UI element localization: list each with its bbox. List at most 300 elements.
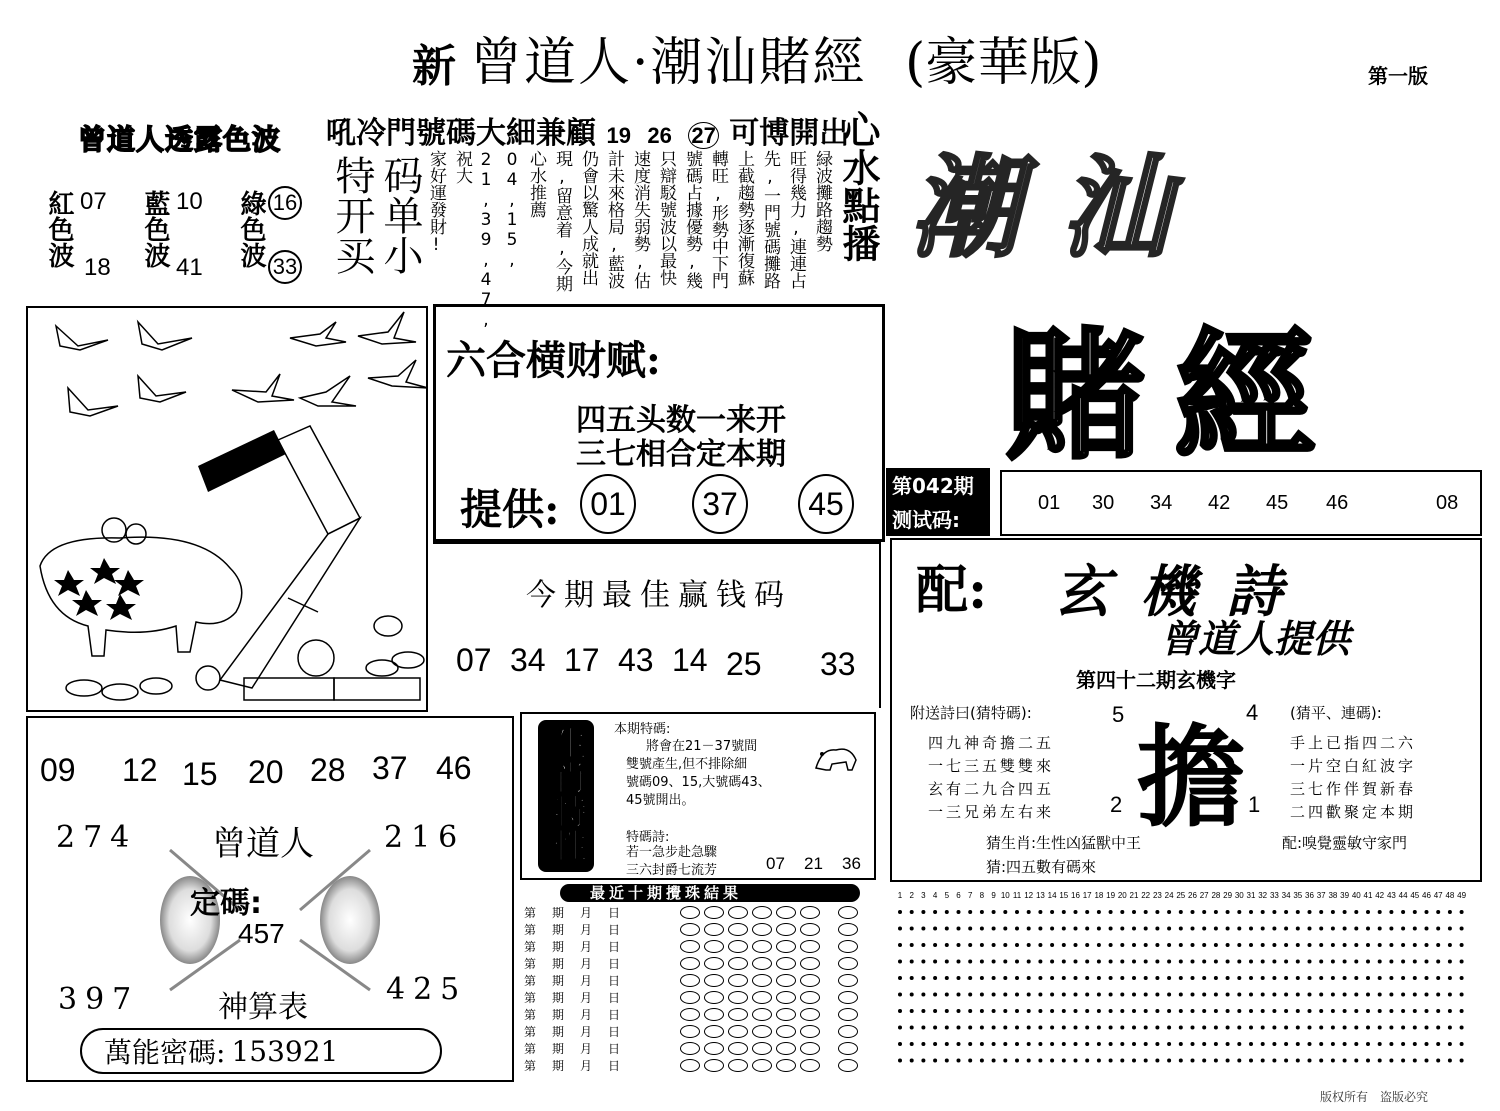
grid-dot (1343, 927, 1347, 931)
grid-dot (1389, 1009, 1393, 1013)
grid-dot (1144, 1009, 1148, 1013)
grid-dot (898, 993, 902, 997)
body-col: 21,39,47,祝大 (452, 150, 496, 330)
grid-column-number: 36 (1305, 891, 1314, 900)
grid-dot (910, 976, 914, 980)
grid-dot (1366, 976, 1370, 980)
grid-dot (1425, 943, 1429, 947)
grid-dot (933, 1009, 937, 1013)
grid-column-number: 34 (1281, 891, 1291, 900)
result-ball-slot (704, 940, 724, 953)
grid-dot (1167, 1059, 1171, 1063)
grid-dot (957, 910, 961, 914)
grid-dot (992, 927, 996, 931)
lucky-top-num: 09 (40, 752, 76, 788)
grid-column-number: 20 (1117, 891, 1127, 900)
grid-dot (1074, 993, 1078, 997)
grid-dot (1191, 993, 1195, 997)
liuhe-num-3: 45 (798, 474, 854, 534)
grid-dot (1226, 1042, 1230, 1046)
grid-dot (1448, 910, 1452, 914)
grid-dot (1448, 960, 1452, 964)
result-ball-slot (752, 923, 772, 936)
number-grid-svg (894, 886, 1484, 1076)
grid-dot (1308, 1026, 1312, 1030)
grid-dot (1097, 1042, 1101, 1046)
grid-dot (1109, 976, 1113, 980)
grid-dot (968, 1059, 972, 1063)
grid-column-number: 10 (1000, 891, 1010, 900)
grid-dot (1015, 993, 1019, 997)
grid-dot (1460, 1042, 1464, 1046)
best-win-title: 今期最佳赢钱码 (526, 578, 792, 613)
result-ball-slot (752, 991, 772, 1004)
test-code-num: 08 (1436, 492, 1459, 514)
grid-column-number: 1 (897, 891, 903, 900)
grid-dot (1038, 976, 1042, 980)
grid-dot (1191, 1059, 1195, 1063)
grid-dot (1226, 910, 1230, 914)
poem-left-line: 一三兄弟左右来 (928, 803, 1055, 821)
body-col: 只辯駁號波以最快 (656, 150, 676, 286)
grid-dot (1050, 1009, 1054, 1013)
grid-dot (1226, 1026, 1230, 1030)
results-row-label: 第 期 月 日 (524, 940, 623, 954)
tiger-icon (812, 742, 860, 774)
result-ball-slot (728, 940, 748, 953)
grid-dot (992, 1009, 996, 1013)
grid-dot (1296, 960, 1300, 964)
grid-dot (957, 993, 961, 997)
grid-dot (1401, 943, 1405, 947)
lucky-top-num: 37 (372, 750, 408, 786)
result-ball-slot (800, 957, 820, 970)
grid-dot (992, 993, 996, 997)
grid-column-number: 45 (1410, 891, 1420, 900)
grid-dot (1460, 960, 1464, 964)
result-ball-slot (752, 957, 772, 970)
grid-dot (968, 1026, 972, 1030)
grid-dot (1109, 1059, 1113, 1063)
grid-dot (1272, 1042, 1276, 1046)
grid-dot (1284, 1009, 1288, 1013)
grid-dot (1436, 976, 1440, 980)
grid-dot (898, 927, 902, 931)
headline-text-b: 可博開出 (729, 116, 850, 151)
grid-dot (1097, 943, 1101, 947)
grid-dot (1308, 1009, 1312, 1013)
grid-column-number: 40 (1351, 891, 1361, 900)
grid-dot (910, 1042, 914, 1046)
grid-dot (1413, 1026, 1417, 1030)
grid-dot (1249, 1009, 1253, 1013)
lucky-top-num: 28 (310, 752, 346, 788)
grid-dot (1284, 943, 1288, 947)
red-wave-num-2: 18 (84, 254, 111, 281)
grid-dot (1272, 943, 1276, 947)
grid-dot (1366, 1042, 1370, 1046)
fixed-code-label: 定碼: (190, 886, 262, 921)
grid-dot (1460, 1059, 1464, 1063)
grid-dot (1214, 910, 1218, 914)
grid-dot (1319, 927, 1323, 931)
result-ball-slot (728, 974, 748, 987)
grid-dot (1155, 976, 1159, 980)
headline-num-2: 26 (647, 123, 672, 148)
grid-dot (1436, 1009, 1440, 1013)
grid-dot (1261, 927, 1265, 931)
grid-dot (1284, 1042, 1288, 1046)
poem-title: 玄機詩 (1054, 560, 1312, 625)
body-col: 轉旺,形勢中下門 (708, 150, 728, 289)
grid-dot (1097, 1026, 1101, 1030)
grid-dot (1226, 960, 1230, 964)
grid-dot (1460, 1026, 1464, 1030)
result-ball-slot (680, 974, 700, 987)
grid-dot (1436, 960, 1440, 964)
grid-dot (1179, 1026, 1183, 1030)
grid-dot (1284, 1026, 1288, 1030)
body-col: 家好運發財! (426, 150, 446, 255)
results-row (520, 938, 876, 955)
grid-dot (1284, 960, 1288, 964)
grid-dot (1401, 1009, 1405, 1013)
grid-dot (898, 1059, 902, 1063)
grid-dot (1074, 927, 1078, 931)
results-heading-text: 最近十期攪珠結果 (590, 884, 743, 902)
grid-dot (1179, 927, 1183, 931)
grid-dot (1354, 943, 1358, 947)
grid-dot (1460, 943, 1464, 947)
result-ball-slot (728, 1059, 748, 1072)
grid-dot (1097, 960, 1101, 964)
poem-left-line: 一七三五雙雙來 (928, 757, 1055, 775)
grid-dot (980, 1009, 984, 1013)
grid-dot (921, 1059, 925, 1063)
grid-dot (1202, 1026, 1206, 1030)
result-ball-slot (680, 940, 700, 953)
result-ball-slot (838, 906, 858, 919)
best-win-num: 14 (672, 642, 708, 678)
grid-dot (1191, 910, 1195, 914)
grid-dot (1062, 1009, 1066, 1013)
grid-dot (1296, 1009, 1300, 1013)
grid-dot (1389, 960, 1393, 964)
grid-dot (1050, 910, 1054, 914)
cold-door-headline (326, 108, 849, 152)
grid-dot (933, 993, 937, 997)
liuhe-line-1: 四五头数一来开 (576, 403, 786, 438)
result-ball-slot (800, 991, 820, 1004)
lucky-top-num: 46 (436, 750, 472, 786)
lucky-top-num: 12 (122, 752, 158, 788)
grid-dot (1062, 1059, 1066, 1063)
grid-dot (957, 1009, 961, 1013)
page-number-label: 第一版 (1368, 64, 1428, 88)
grid-dot (1062, 976, 1066, 980)
grid-dot (921, 1009, 925, 1013)
grid-dot (1097, 993, 1101, 997)
grid-dot (1155, 993, 1159, 997)
grid-dot (1003, 1026, 1007, 1030)
grid-dot (1413, 960, 1417, 964)
page-title: 曾道人·潮汕賭經 (470, 33, 867, 93)
poem-right-line: 一片空白紅波字 (1290, 757, 1417, 775)
grid-dot (957, 960, 961, 964)
poem-left-line: 四九神奇擔二五 (928, 734, 1055, 752)
zodiac-poem-lines (626, 844, 717, 880)
grid-dot (1120, 960, 1124, 964)
best-win-num: 33 (820, 646, 856, 682)
body-col: 仍會以驚人成就出 (578, 150, 598, 286)
grid-dot (1401, 993, 1405, 997)
test-code-label: 测试码: (892, 508, 960, 532)
grid-dot (921, 993, 925, 997)
grid-dot (898, 943, 902, 947)
grid-dot (1413, 976, 1417, 980)
grid-dot (1401, 960, 1405, 964)
grid-column-number: 31 (1246, 891, 1256, 900)
liuhe-title: 六合横财赋: (446, 337, 661, 384)
grid-dot (980, 1059, 984, 1063)
grid-dot (1448, 976, 1452, 980)
grid-dot (1074, 910, 1078, 914)
grid-dot (1331, 1059, 1335, 1063)
grid-dot (1214, 1009, 1218, 1013)
grid-dot (1226, 976, 1230, 980)
grid-dot (1155, 927, 1159, 931)
grid-dot (957, 1026, 961, 1030)
result-ball-slot (752, 940, 772, 953)
zodiac-line: 號碼09、15,大號碼43、 (626, 775, 771, 790)
grid-dot (1308, 1042, 1312, 1046)
cold-door-body (420, 150, 834, 330)
grid-dot (968, 1042, 972, 1046)
lucky-center-name: 曾道人 (212, 824, 314, 864)
grid-dot (1366, 993, 1370, 997)
grid-dot (1202, 1059, 1206, 1063)
grid-dot (1261, 976, 1265, 980)
grid-dot (1027, 976, 1031, 980)
grid-dot (921, 976, 925, 980)
result-ball-slot (800, 906, 820, 919)
grid-dot (1272, 910, 1276, 914)
grid-dot (1249, 927, 1253, 931)
grid-dot (1401, 1026, 1405, 1030)
grid-dot (1378, 993, 1382, 997)
grid-dot (1155, 960, 1159, 964)
grid-dot (1015, 960, 1019, 964)
grid-dot (898, 1042, 902, 1046)
grid-dot (1179, 1009, 1183, 1013)
grid-dot (1413, 993, 1417, 997)
grid-column-number: 8 (979, 891, 985, 900)
logo-block (900, 110, 1480, 479)
result-ball-slot (704, 974, 724, 987)
grid-dot (1331, 910, 1335, 914)
grid-dot (1202, 943, 1206, 947)
grid-column-number: 33 (1269, 891, 1279, 900)
grid-dot (1167, 910, 1171, 914)
liuhe-provide-label: 提供: (460, 485, 560, 534)
grid-dot (1261, 943, 1265, 947)
results-row (520, 1006, 876, 1023)
grid-dot (957, 1042, 961, 1046)
grid-dot (1413, 1009, 1417, 1013)
birds-group (56, 312, 426, 416)
results-row-label: 第 期 月 日 (524, 957, 623, 971)
grid-dot (1191, 976, 1195, 980)
result-ball-slot (776, 1008, 796, 1021)
grid-dot (1296, 927, 1300, 931)
poem-provider: 曾道人提供 (1160, 617, 1351, 661)
grid-dot (1296, 943, 1300, 947)
grid-column-number: 28 (1211, 891, 1221, 900)
ingots-group (66, 616, 424, 700)
master-code-value: 153921 (231, 1034, 339, 1068)
grid-dot (1085, 960, 1089, 964)
grid-dot (1214, 960, 1218, 964)
copyright-text: 版权所有 盗版必究 (1320, 1090, 1429, 1104)
result-ball-slot (776, 940, 796, 953)
grid-dot (1366, 943, 1370, 947)
grid-dot (1436, 1042, 1440, 1046)
grid-dot (1109, 927, 1113, 931)
grid-column-number: 47 (1433, 891, 1443, 900)
grid-dot (1366, 1009, 1370, 1013)
body-col: 心水推薦04,15, (502, 150, 546, 270)
grid-dot (1003, 943, 1007, 947)
grid-dot (1249, 943, 1253, 947)
grid-dot (1038, 927, 1042, 931)
grid-dot (1015, 1009, 1019, 1013)
grid-dot (1144, 993, 1148, 997)
result-ball-slot (704, 906, 724, 919)
grid-dot (1343, 943, 1347, 947)
result-ball-slot (776, 1042, 796, 1055)
grid-dot (1343, 976, 1347, 980)
grid-dot (1155, 943, 1159, 947)
grid-dot (1003, 927, 1007, 931)
grid-column-number: 7 (967, 891, 973, 900)
grid-dot (1319, 1026, 1323, 1030)
results-row-label: 第 期 月 日 (524, 974, 623, 988)
grid-dot (1378, 943, 1382, 947)
liuhe-line-2: 三七相合定本期 (576, 437, 786, 472)
zodiac-heading: 本期特碼: (614, 722, 671, 737)
grid-dot (1202, 976, 1206, 980)
result-ball-slot (838, 1008, 858, 1021)
best-win-num: 34 (510, 642, 546, 678)
grid-dot (1027, 1042, 1031, 1046)
grid-dot (1050, 943, 1054, 947)
grid-dot (898, 910, 902, 914)
zodiac-lines (626, 738, 771, 810)
grid-dot (1226, 993, 1230, 997)
grid-dot (1296, 993, 1300, 997)
grid-dot (1214, 1026, 1218, 1030)
result-ball-slot (838, 1025, 858, 1038)
master-code-label: 萬能密碼: (104, 1036, 226, 1069)
result-ball-slot (752, 974, 772, 987)
grid-column-number: 30 (1234, 891, 1244, 900)
grid-dot (1074, 1009, 1078, 1013)
grid-column-number: 14 (1047, 891, 1057, 900)
grid-dot (1448, 1059, 1452, 1063)
result-ball-slot (800, 974, 820, 987)
grid-dot (1155, 1009, 1159, 1013)
grid-dot (1401, 910, 1405, 914)
grid-dot (921, 927, 925, 931)
poem-guess-num: 猜:四五數有碼來 (986, 858, 1097, 876)
grid-column-number: 26 (1188, 891, 1197, 900)
grid-dot (1284, 910, 1288, 914)
grid-dot (933, 1026, 937, 1030)
grid-column-number: 43 (1386, 891, 1396, 900)
grid-dot (1343, 1042, 1347, 1046)
grid-dot (945, 1009, 949, 1013)
grid-dot (1308, 960, 1312, 964)
poem-right-line: 二四歡聚定本期 (1290, 803, 1417, 821)
grid-dot (1249, 993, 1253, 997)
grid-dot (1343, 1059, 1347, 1063)
result-ball-slot (680, 991, 700, 1004)
result-ball-slot (728, 1025, 748, 1038)
grid-dot (968, 960, 972, 964)
grid-dot (1167, 976, 1171, 980)
grid-dot (910, 1009, 914, 1013)
grid-dot (1366, 960, 1370, 964)
grid-dot (1354, 1042, 1358, 1046)
body-col: 緑波攤路趨勢 (812, 150, 832, 252)
grid-dot (1015, 910, 1019, 914)
grid-dot (1249, 1026, 1253, 1030)
grid-dot (1272, 976, 1276, 980)
grid-dot (1261, 1059, 1265, 1063)
body-col: 上截趨勢逐漸復蘇 (734, 150, 754, 286)
test-code-num: 01 (1038, 492, 1061, 514)
result-ball-slot (728, 1042, 748, 1055)
grid-column-number: 41 (1363, 891, 1373, 900)
grid-dot (1062, 927, 1066, 931)
grid-dot (933, 1042, 937, 1046)
headline-text-a: 吼冷門號碼大細兼顧 (326, 116, 596, 151)
grid-dot (1109, 960, 1113, 964)
grid-dot (1354, 1026, 1358, 1030)
grid-dot (992, 1042, 996, 1046)
grid-dot (1085, 1042, 1089, 1046)
grid-dot (898, 1026, 902, 1030)
grid-dot (910, 993, 914, 997)
grid-dot (980, 927, 984, 931)
grid-dot (1319, 1009, 1323, 1013)
seven-shape-group (198, 426, 420, 700)
grid-dot (945, 927, 949, 931)
grid-dot (1460, 910, 1464, 914)
grid-dot (1144, 976, 1148, 980)
best-win-num: 07 (456, 642, 492, 678)
grid-dot (1214, 1059, 1218, 1063)
grid-dot (1062, 993, 1066, 997)
grid-dot (968, 910, 972, 914)
grid-dot (898, 976, 902, 980)
grid-dot (1085, 1059, 1089, 1063)
table-name: 神算表 (218, 990, 308, 1025)
grid-column-number: 38 (1328, 891, 1338, 900)
grid-dot (1354, 960, 1358, 964)
grid-dot (1389, 1059, 1393, 1063)
grid-dot (1214, 976, 1218, 980)
